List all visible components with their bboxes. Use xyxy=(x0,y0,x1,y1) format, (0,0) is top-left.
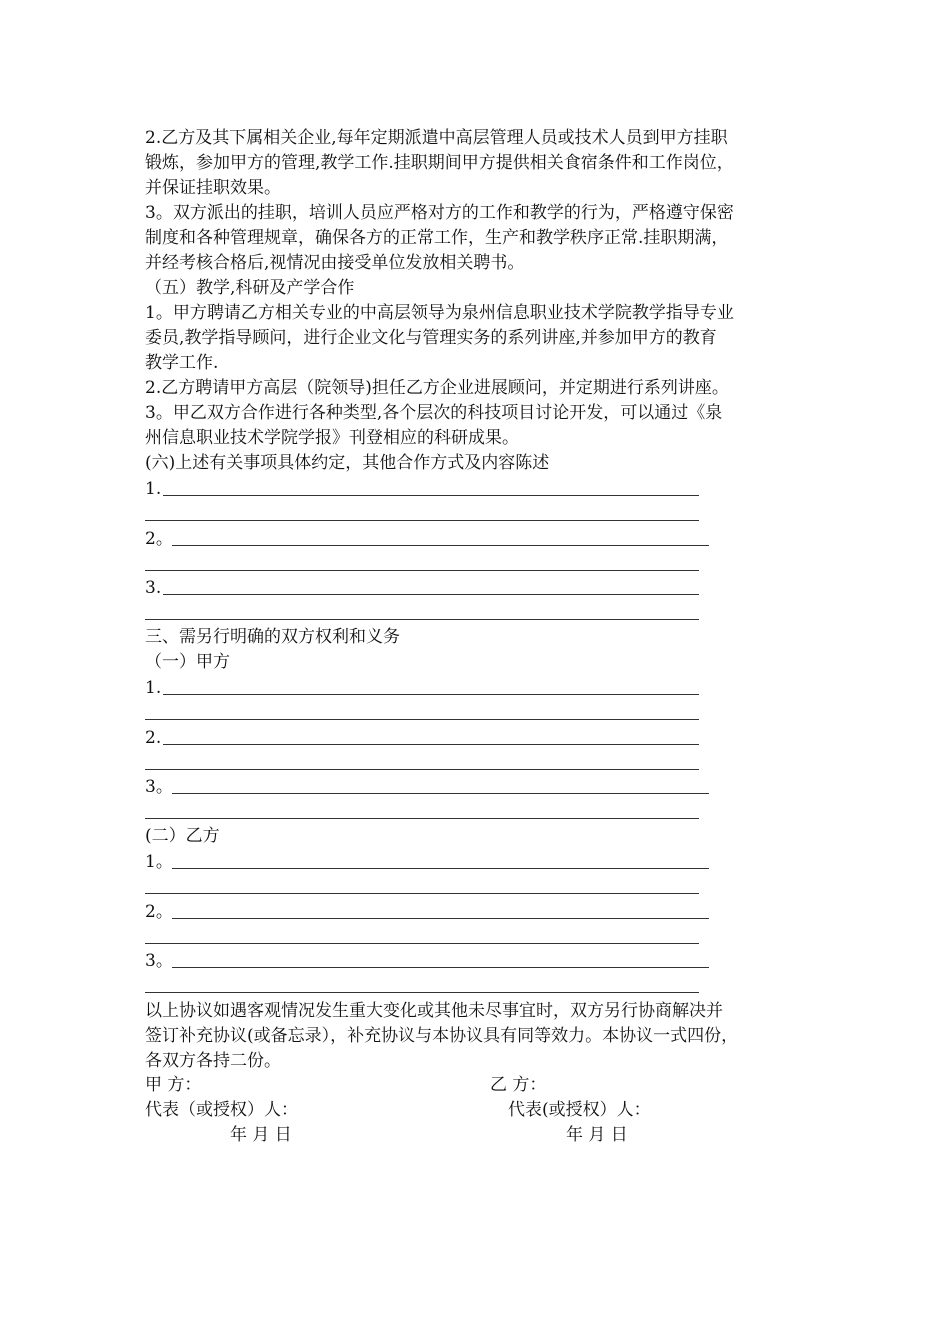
blank-item xyxy=(145,900,173,924)
blank-item xyxy=(145,775,173,799)
text-line: 并保证挂职效果。 xyxy=(145,178,281,198)
blank-item xyxy=(145,850,173,874)
date-a: 年 月 日 xyxy=(230,1125,292,1145)
blank-item xyxy=(145,576,161,600)
blank-item xyxy=(145,676,161,700)
fill-line[interactable] xyxy=(163,744,699,745)
party-a-heading: （一）甲方 xyxy=(145,652,230,672)
fill-line[interactable] xyxy=(145,818,699,819)
text-line: 2.乙方聘请甲方高层（院领导)担任乙方企业进展顾问，并定期进行系列讲座。 xyxy=(145,378,729,398)
fill-line[interactable] xyxy=(145,893,699,894)
fill-line[interactable] xyxy=(172,868,709,869)
text-line: 签订补充协议(或备忘录），补充协议与本协议具有同等效力。本协议一式四份， xyxy=(145,1026,739,1046)
fill-line[interactable] xyxy=(145,520,699,521)
section-heading: 三、需另行明确的双方权利和义务 xyxy=(145,627,400,647)
fill-line[interactable] xyxy=(172,793,709,794)
text-line: 州信息职业技术学院学报》刊登相应的科研成果。 xyxy=(145,428,519,448)
item-number: 3。 xyxy=(145,951,173,971)
text-line: 各双方各持二份。 xyxy=(145,1051,281,1071)
text-line: 3。双方派出的挂职，培训人员应严格对方的工作和教学的行为，严格遵守保密 xyxy=(145,203,734,223)
text-line: 委员,教学指导顾问，进行企业文化与管理实务的系列讲座,并参加甲方的教育 xyxy=(145,328,717,348)
item-number: 1. xyxy=(145,678,162,698)
party-b-heading: (二）乙方 xyxy=(145,826,220,846)
text-line: 以上协议如遇客观情况发生重大变化或其他未尽事宜时，双方另行协商解决并 xyxy=(145,1001,723,1021)
blank-item xyxy=(145,949,173,973)
text-line: 制度和各种管理规章，确保各方的正常工作，生产和教学秩序正常.挂职期满， xyxy=(145,228,729,248)
item-number: 1. xyxy=(145,479,162,499)
fill-line[interactable] xyxy=(145,992,699,993)
fill-line[interactable] xyxy=(145,570,699,571)
fill-line[interactable] xyxy=(172,918,709,919)
item-number: 3. xyxy=(145,578,162,598)
text-line: 3。甲乙双方合作进行各种类型,各个层次的科技项目讨论开发，可以通过《泉 xyxy=(145,403,723,423)
item-number: 1。 xyxy=(145,852,173,872)
section-heading: (六)上述有关事项具体约定，其他合作方式及内容陈述 xyxy=(145,453,550,473)
item-number: 2。 xyxy=(145,529,173,549)
item-number: 2. xyxy=(145,728,162,748)
blank-item xyxy=(145,726,161,750)
item-number: 3。 xyxy=(145,777,173,797)
date-b: 年 月 日 xyxy=(566,1125,628,1145)
item-number: 2。 xyxy=(145,902,173,922)
rep-b-label: 代表(或授权）人： xyxy=(508,1100,651,1120)
text-line: 1。甲方聘请乙方相关专业的中高层领导为泉州信息职业技术学院教学指导专业 xyxy=(145,303,734,323)
text-line: 教学工作. xyxy=(145,353,219,373)
section-heading: （五）教学,科研及产学合作 xyxy=(145,278,355,298)
text-line: 并经考核合格后,视情况由接受单位发放相关聘书。 xyxy=(145,253,525,273)
fill-line[interactable] xyxy=(145,769,699,770)
rep-a-label: 代表（或授权）人： xyxy=(145,1100,298,1120)
fill-line[interactable] xyxy=(163,694,699,695)
fill-line[interactable] xyxy=(145,719,699,720)
text-line: 锻炼，参加甲方的管理,教学工作.挂职期间甲方提供相关食宿条件和工作岗位， xyxy=(145,153,734,173)
party-a-label: 甲 方： xyxy=(145,1075,202,1095)
fill-line[interactable] xyxy=(172,545,709,546)
fill-line[interactable] xyxy=(163,495,699,496)
blank-item xyxy=(145,477,161,501)
blank-item xyxy=(145,527,173,551)
fill-line[interactable] xyxy=(163,594,699,595)
party-b-label: 乙 方： xyxy=(490,1075,547,1095)
fill-line[interactable] xyxy=(145,943,699,944)
text-line: 2.乙方及其下属相关企业,每年定期派遣中高层管理人员或技术人员到甲方挂职 xyxy=(145,128,728,148)
fill-line[interactable] xyxy=(172,967,709,968)
fill-line[interactable] xyxy=(145,619,699,620)
